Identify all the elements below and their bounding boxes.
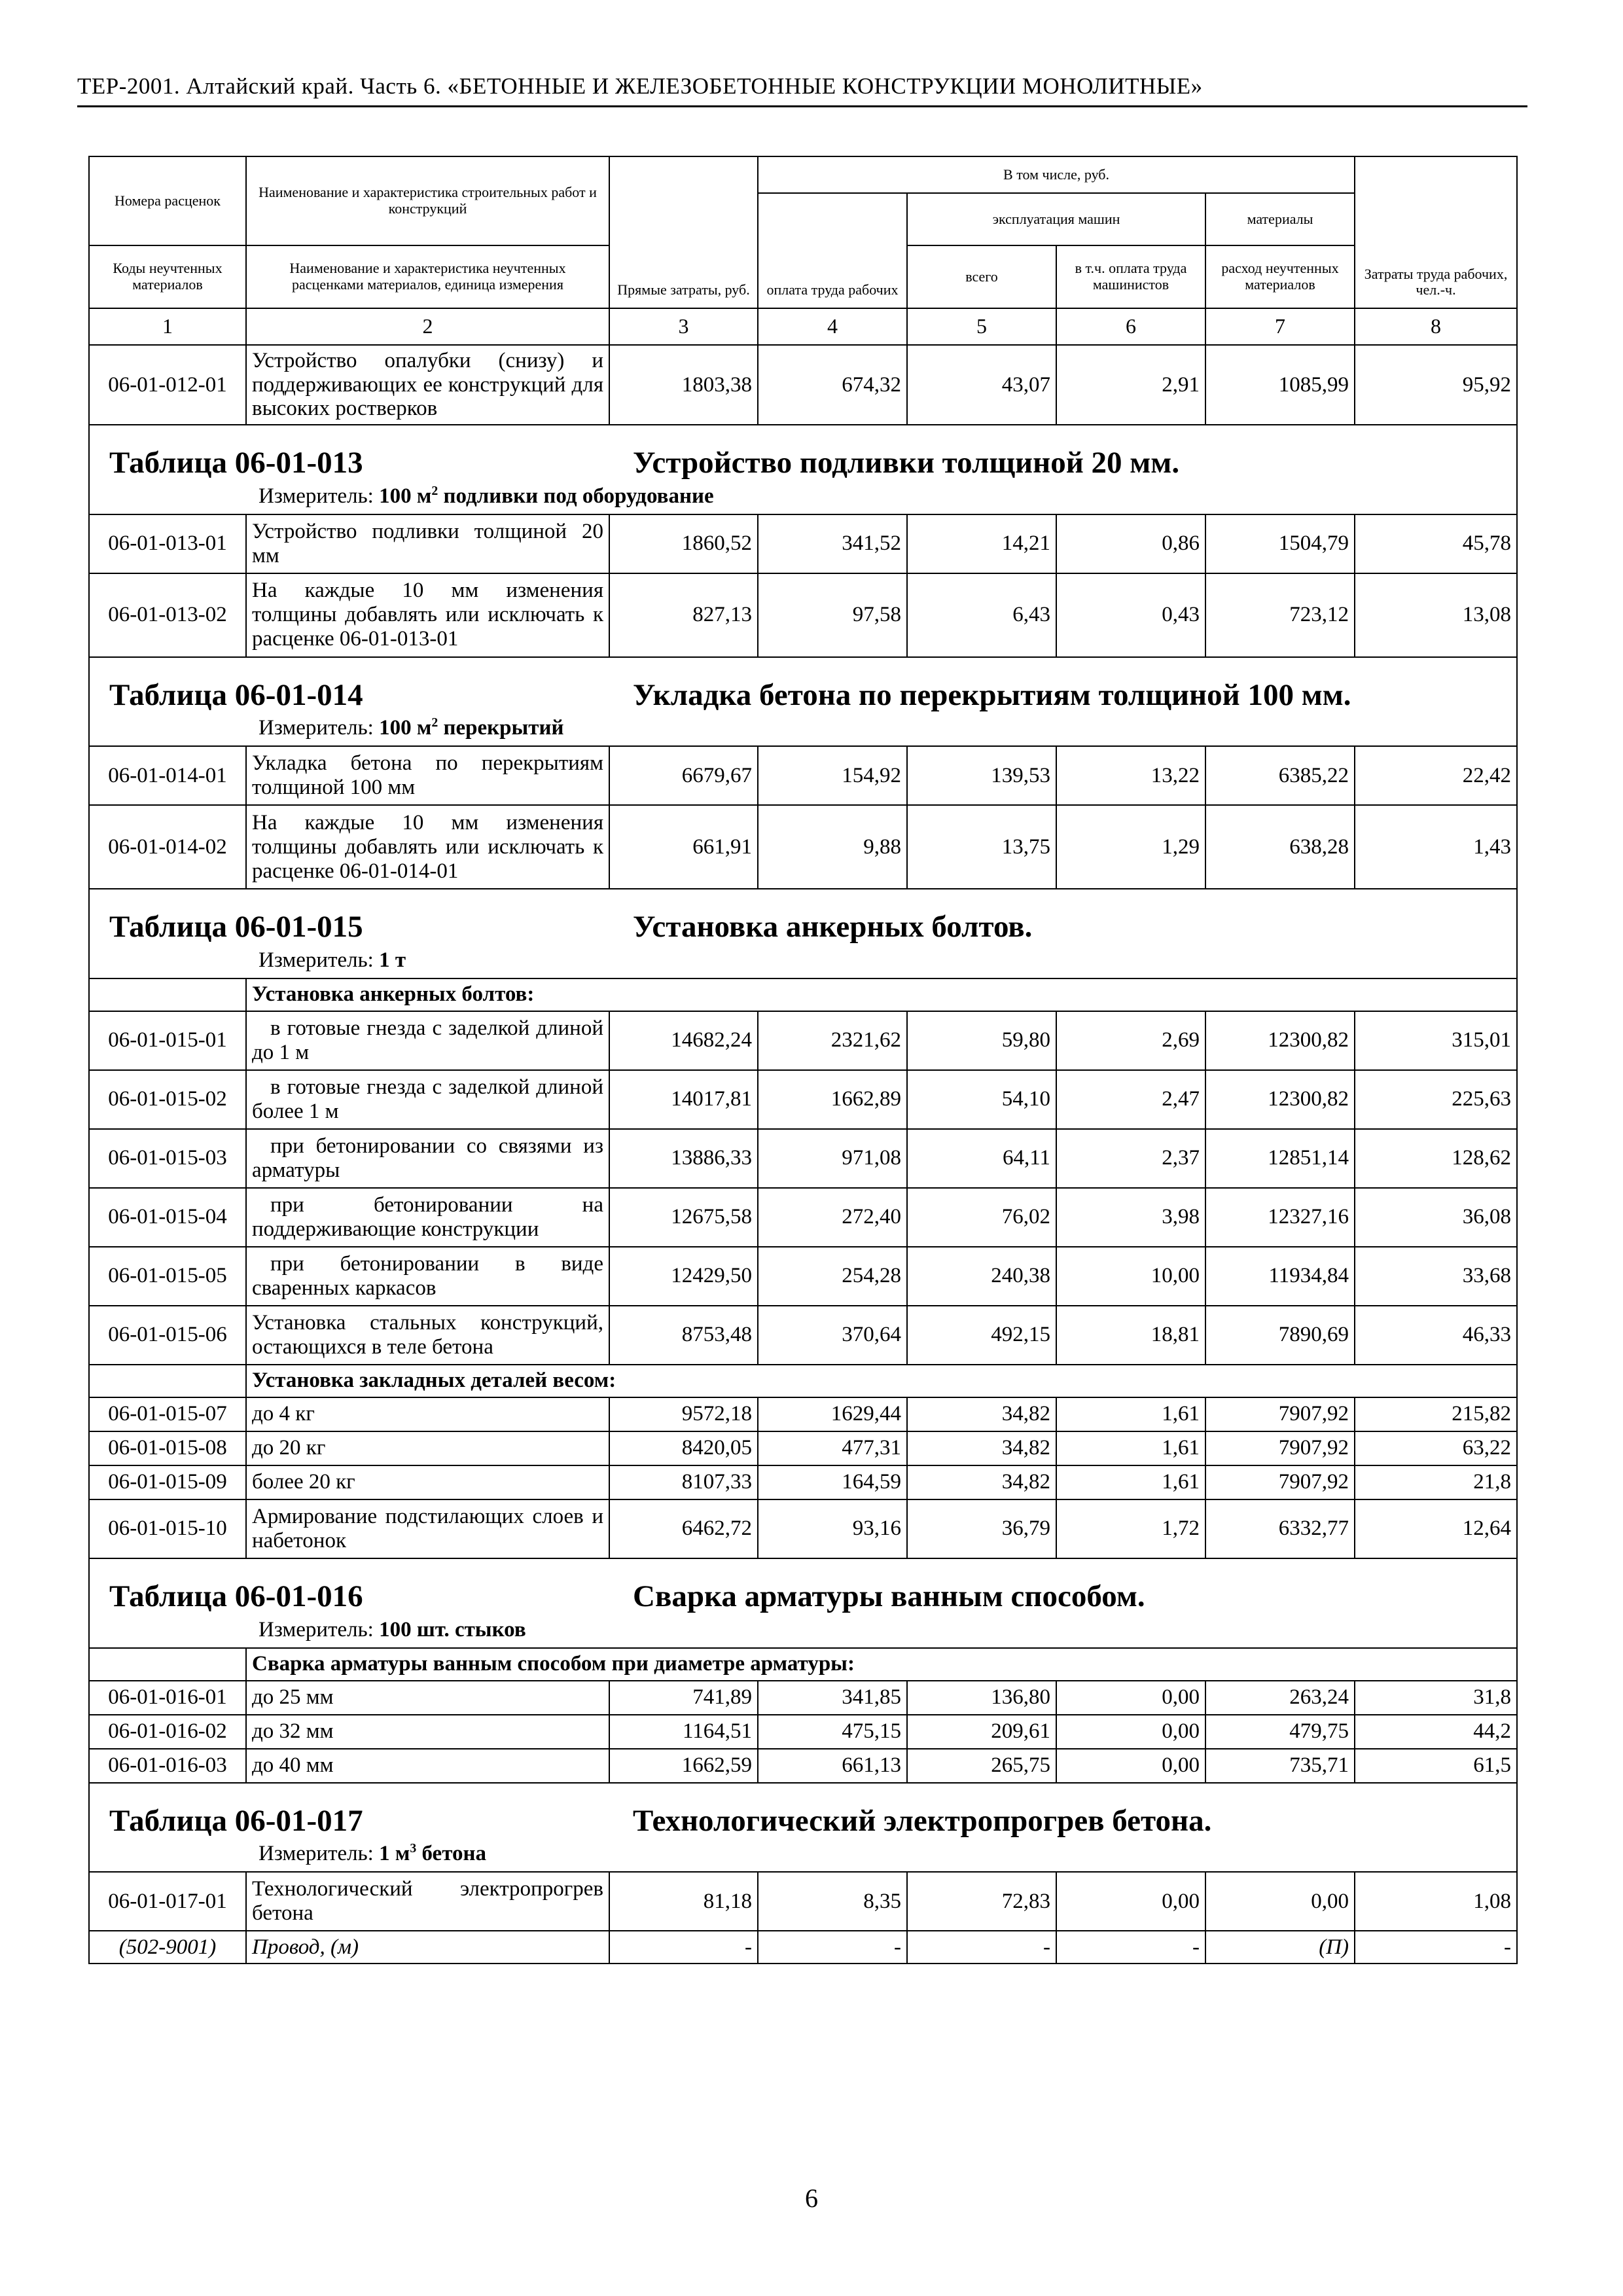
machines-total: 76,02 — [907, 1188, 1056, 1247]
table-number: Таблица 06-01-015 — [109, 910, 363, 944]
row-name: при бетонировании со связями из арматуры — [246, 1129, 609, 1188]
machinists-pay: 13,22 — [1056, 746, 1205, 805]
materials-cost: 12300,82 — [1205, 1011, 1355, 1070]
materials-cost: 11934,84 — [1205, 1247, 1355, 1306]
head-unaccounted: расход неучтенных материалов — [1205, 245, 1355, 308]
row-name: На каждые 10 мм изменения толщины добавлять или исключать к расценке 06-01-014-01 — [246, 805, 609, 889]
direct-cost: 1803,38 — [609, 345, 758, 425]
direct-cost: - — [609, 1931, 758, 1964]
direct-cost: 1662,59 — [609, 1749, 758, 1783]
table-row — [89, 1306, 1517, 1365]
measure-label: Измеритель: — [259, 1617, 374, 1641]
machinists-pay: 1,72 — [1056, 1499, 1205, 1558]
section-header-cell — [89, 425, 1517, 514]
row-code: 06-01-015-06 — [89, 1306, 246, 1365]
row-code: 06-01-015-04 — [89, 1188, 246, 1247]
row-name: Установка стальных конструкций, остающихся в теле бетона — [246, 1306, 609, 1365]
row-name: Технологический электропрогрев бетона — [246, 1872, 609, 1931]
machinists-pay: 1,61 — [1056, 1465, 1205, 1499]
row-code: 06-01-015-01 — [89, 1011, 246, 1070]
materials-cost: 263,24 — [1205, 1681, 1355, 1715]
table-row — [89, 1499, 1517, 1558]
workers-pay: 477,31 — [758, 1431, 907, 1465]
workers-pay: 254,28 — [758, 1247, 907, 1306]
machines-total: 64,11 — [907, 1129, 1056, 1188]
machines-total: - — [907, 1931, 1056, 1964]
materials-cost: 1085,99 — [1205, 345, 1355, 425]
machines-total: 136,80 — [907, 1681, 1056, 1715]
table-row — [89, 1129, 1517, 1188]
workers-pay: 674,32 — [758, 345, 907, 425]
labor-hours: 61,5 — [1355, 1749, 1517, 1783]
machinists-pay: 18,81 — [1056, 1306, 1205, 1365]
row-code: 06-01-015-05 — [89, 1247, 246, 1306]
workers-pay: 8,35 — [758, 1872, 907, 1931]
direct-cost: 1164,51 — [609, 1715, 758, 1749]
subheading: Сварка арматуры ванным способом при диаметре арматуры: — [246, 1648, 1517, 1681]
table-row — [89, 573, 1517, 657]
table-number: Таблица 06-01-016 — [109, 1579, 363, 1613]
table-row — [89, 514, 1517, 573]
machines-total: 240,38 — [907, 1247, 1056, 1306]
row-code: 06-01-016-01 — [89, 1681, 246, 1715]
section-title — [95, 891, 1511, 944]
labor-hours: 128,62 — [1355, 1129, 1517, 1188]
labor-hours: 31,8 — [1355, 1681, 1517, 1715]
machines-total: 36,79 — [907, 1499, 1056, 1558]
empty-cell — [89, 1365, 246, 1397]
section-title — [95, 427, 1511, 480]
row-name: до 20 кг — [246, 1431, 609, 1465]
machinists-pay: 1,61 — [1056, 1397, 1205, 1431]
head-row-1 — [89, 156, 1517, 193]
machinists-pay: 2,37 — [1056, 1129, 1205, 1188]
direct-cost: 8107,33 — [609, 1465, 758, 1499]
col-number: 6 — [1056, 308, 1205, 345]
table-row — [89, 1681, 1517, 1715]
head-workers-pay: оплата труда рабочих — [758, 193, 907, 308]
direct-cost: 1860,52 — [609, 514, 758, 573]
materials-cost: 638,28 — [1205, 805, 1355, 889]
labor-hours: 45,78 — [1355, 514, 1517, 573]
section-header-cell — [89, 1558, 1517, 1648]
workers-pay: 971,08 — [758, 1129, 907, 1188]
col-number: 8 — [1355, 308, 1517, 345]
workers-pay: 1629,44 — [758, 1397, 907, 1431]
workers-pay: 97,58 — [758, 573, 907, 657]
measure-line — [95, 944, 1511, 977]
labor-hours: 12,64 — [1355, 1499, 1517, 1558]
subheading: Установка анкерных болтов: — [246, 978, 1517, 1011]
measure-line — [95, 712, 1511, 744]
row-code: 06-01-014-02 — [89, 805, 246, 889]
row-code: 06-01-014-01 — [89, 746, 246, 805]
section-header-cell — [89, 889, 1517, 978]
materials-cost: 7890,69 — [1205, 1306, 1355, 1365]
materials-cost: 6385,22 — [1205, 746, 1355, 805]
workers-pay: 164,59 — [758, 1465, 907, 1499]
running-header: ТЕР-2001. Алтайский край. Часть 6. «БЕТОННЫЕ И ЖЕЛЕЗОБЕТОННЫЕ КОНСТРУКЦИИ МОНОЛИТНЫЕ» — [77, 73, 1203, 99]
workers-pay: 341,85 — [758, 1681, 907, 1715]
machinists-pay: 10,00 — [1056, 1247, 1205, 1306]
table-number: Таблица 06-01-014 — [109, 677, 363, 712]
machines-total: 6,43 — [907, 573, 1056, 657]
table-number: Таблица 06-01-013 — [109, 446, 363, 480]
machines-total: 72,83 — [907, 1872, 1056, 1931]
labor-hours: 22,42 — [1355, 746, 1517, 805]
materials-cost: 7907,92 — [1205, 1465, 1355, 1499]
labor-hours: 33,68 — [1355, 1247, 1517, 1306]
table-row — [89, 1431, 1517, 1465]
workers-pay: 661,13 — [758, 1749, 907, 1783]
table-row — [89, 1070, 1517, 1129]
materials-cost: 12327,16 — [1205, 1188, 1355, 1247]
head-col1-bottom: Коды неучтенных материалов — [89, 245, 246, 308]
measure-line — [95, 1614, 1511, 1646]
materials-cost: 735,71 — [1205, 1749, 1355, 1783]
labor-hours: 36,08 — [1355, 1188, 1517, 1247]
labor-hours: 1,43 — [1355, 805, 1517, 889]
head-col2-bottom: Наименование и характеристика неучтенных расценками материалов, единица измерения — [246, 245, 609, 308]
row-code: 06-01-012-01 — [89, 345, 246, 425]
labor-hours: 1,08 — [1355, 1872, 1517, 1931]
direct-cost: 12675,58 — [609, 1188, 758, 1247]
measure-line — [95, 1838, 1511, 1870]
machines-total: 265,75 — [907, 1749, 1056, 1783]
measure-line — [95, 480, 1511, 512]
machinists-pay: 1,61 — [1056, 1431, 1205, 1465]
col-number: 4 — [758, 308, 907, 345]
workers-pay: 475,15 — [758, 1715, 907, 1749]
direct-cost: 6679,67 — [609, 746, 758, 805]
subheading-row — [89, 978, 1517, 1011]
row-code: 06-01-017-01 — [89, 1872, 246, 1931]
table-row — [89, 1749, 1517, 1783]
col-number: 1 — [89, 308, 246, 345]
row-code: 06-01-015-08 — [89, 1431, 246, 1465]
machinists-pay: 0,00 — [1056, 1872, 1205, 1931]
workers-pay: 341,52 — [758, 514, 907, 573]
price-table — [88, 156, 1518, 1964]
workers-pay: 370,64 — [758, 1306, 907, 1365]
head-col1-top: Номера расценок — [89, 156, 246, 245]
table-title: Укладка бетона по перекрытиям толщиной 100 мм. — [633, 677, 1351, 712]
row-code: 06-01-015-02 — [89, 1070, 246, 1129]
row-name: в готовые гнезда с заделкой длиной до 1 м — [246, 1011, 609, 1070]
row-name: более 20 кг — [246, 1465, 609, 1499]
row-code: 06-01-015-10 — [89, 1499, 246, 1558]
row-name: до 4 кг — [246, 1397, 609, 1431]
row-name: до 32 мм — [246, 1715, 609, 1749]
machines-total: 34,82 — [907, 1465, 1056, 1499]
row-code: 06-01-013-01 — [89, 514, 246, 573]
measure-label: Измеритель: — [259, 1842, 374, 1866]
row-code: 06-01-016-03 — [89, 1749, 246, 1783]
col-number: 7 — [1205, 308, 1355, 345]
table-title: Сварка арматуры ванным способом. — [633, 1579, 1145, 1613]
row-code: 06-01-015-07 — [89, 1397, 246, 1431]
labor-hours: - — [1355, 1931, 1517, 1964]
measure-unit: 100 $м^2$ подливки под оборудование — [379, 483, 714, 508]
subheading: Установка закладных деталей весом: — [246, 1365, 1517, 1397]
col-number: 3 — [609, 308, 758, 345]
section-title — [95, 1785, 1511, 1839]
direct-cost: 13886,33 — [609, 1129, 758, 1188]
workers-pay: 2321,62 — [758, 1011, 907, 1070]
table-row — [89, 805, 1517, 889]
row-code: 06-01-015-09 — [89, 1465, 246, 1499]
col-number: 5 — [907, 308, 1056, 345]
head-including: В том числе, руб. — [758, 156, 1355, 193]
labor-hours: 95,92 — [1355, 345, 1517, 425]
materials-cost: 12300,82 — [1205, 1070, 1355, 1129]
machinists-pay: 2,91 — [1056, 345, 1205, 425]
machines-total: 14,21 — [907, 514, 1056, 573]
head-materials: материалы — [1205, 193, 1355, 245]
machinists-pay: 0,43 — [1056, 573, 1205, 657]
labor-hours: 44,2 — [1355, 1715, 1517, 1749]
workers-pay: 272,40 — [758, 1188, 907, 1247]
head-machinists-pay: в т.ч. оплата труда машинистов — [1056, 245, 1205, 308]
machines-total: 54,10 — [907, 1070, 1056, 1129]
table-section-header — [89, 425, 1517, 514]
materials-cost: 7907,92 — [1205, 1397, 1355, 1431]
table-section-header — [89, 657, 1517, 747]
materials-cost: 723,12 — [1205, 573, 1355, 657]
measure-unit: 1 т — [379, 948, 406, 972]
row-code: 06-01-013-02 — [89, 573, 246, 657]
labor-hours: 315,01 — [1355, 1011, 1517, 1070]
table-row — [89, 1465, 1517, 1499]
labor-hours: 13,08 — [1355, 573, 1517, 657]
machines-total: 34,82 — [907, 1431, 1056, 1465]
table-section-header — [89, 889, 1517, 978]
machinists-pay: 2,47 — [1056, 1070, 1205, 1129]
direct-cost: 827,13 — [609, 573, 758, 657]
materials-cost: 0,00 — [1205, 1872, 1355, 1931]
materials-cost: 6332,77 — [1205, 1499, 1355, 1558]
empty-cell — [89, 1648, 246, 1681]
head-direct-costs: Прямые затраты, руб. — [609, 156, 758, 308]
head-total: всего — [907, 245, 1056, 308]
column-numbers-row — [89, 308, 1517, 345]
head-col2-top: Наименование и характеристика строительных работ и конструкций — [246, 156, 609, 245]
page-number: 6 — [805, 2183, 818, 2213]
row-name: Устройство опалубки (снизу) и поддерживающих ее конструкций для высоких ростверков — [246, 345, 609, 425]
row-name: Устройство подливки толщиной 20 мм — [246, 514, 609, 573]
machines-total: 59,80 — [907, 1011, 1056, 1070]
material-code: (502-9001) — [89, 1931, 246, 1964]
row-name: Армирование подстилающих слоев и набетонок — [246, 1499, 609, 1558]
machines-total: 209,61 — [907, 1715, 1056, 1749]
workers-pay: 93,16 — [758, 1499, 907, 1558]
materials-cost: 479,75 — [1205, 1715, 1355, 1749]
machinists-pay: - — [1056, 1931, 1205, 1964]
table-row — [89, 1397, 1517, 1431]
direct-cost: 8420,05 — [609, 1431, 758, 1465]
table-row — [89, 746, 1517, 805]
row-name: в готовые гнезда с заделкой длиной более 1 м — [246, 1070, 609, 1129]
table-row — [89, 1872, 1517, 1931]
machines-total: 492,15 — [907, 1306, 1056, 1365]
labor-hours: 225,63 — [1355, 1070, 1517, 1129]
section-title — [95, 659, 1511, 713]
material-name: Провод, (м) — [246, 1931, 609, 1964]
measure-label: Измеритель: — [259, 716, 374, 740]
workers-pay: 154,92 — [758, 746, 907, 805]
table-number: Таблица 06-01-017 — [109, 1803, 363, 1838]
measure-label: Измеритель: — [259, 484, 374, 508]
table-section-header — [89, 1783, 1517, 1873]
section-title — [95, 1560, 1511, 1614]
machines-total: 13,75 — [907, 805, 1056, 889]
direct-cost: 8753,48 — [609, 1306, 758, 1365]
direct-cost: 9572,18 — [609, 1397, 758, 1431]
section-header-cell — [89, 657, 1517, 747]
materials-cost: 12851,14 — [1205, 1129, 1355, 1188]
machines-total: 34,82 — [907, 1397, 1056, 1431]
subheading-row — [89, 1365, 1517, 1397]
materials-cost: 7907,92 — [1205, 1431, 1355, 1465]
direct-cost: 6462,72 — [609, 1499, 758, 1558]
labor-hours: 21,8 — [1355, 1465, 1517, 1499]
table-row — [89, 345, 1517, 425]
direct-cost: 12429,50 — [609, 1247, 758, 1306]
labor-hours: 63,22 — [1355, 1431, 1517, 1465]
header-rule — [77, 105, 1527, 107]
measure-unit: 1 $м^3$ бетона — [379, 1841, 486, 1866]
machinists-pay: 0,00 — [1056, 1715, 1205, 1749]
machines-total: 43,07 — [907, 345, 1056, 425]
empty-cell — [89, 978, 246, 1011]
row-name: до 40 мм — [246, 1749, 609, 1783]
machinists-pay: 0,00 — [1056, 1681, 1205, 1715]
section-header-cell — [89, 1783, 1517, 1873]
labor-hours: 46,33 — [1355, 1306, 1517, 1365]
workers-pay: 1662,89 — [758, 1070, 907, 1129]
row-code: 06-01-015-03 — [89, 1129, 246, 1188]
direct-cost: 14682,24 — [609, 1011, 758, 1070]
table-title: Установка анкерных болтов. — [633, 910, 1033, 944]
row-name: при бетонировании в виде сваренных каркасов — [246, 1247, 609, 1306]
head-machines: эксплуатация машин — [907, 193, 1205, 245]
machinists-pay: 3,98 — [1056, 1188, 1205, 1247]
workers-pay: - — [758, 1931, 907, 1964]
materials-cost: (П) — [1205, 1931, 1355, 1964]
table-title: Технологический электропрогрев бетона. — [633, 1803, 1212, 1838]
row-name: до 25 мм — [246, 1681, 609, 1715]
machines-total: 139,53 — [907, 746, 1056, 805]
measure-unit: 100 $м^2$ перекрытий — [379, 715, 564, 740]
table-row — [89, 1247, 1517, 1306]
direct-cost: 81,18 — [609, 1872, 758, 1931]
row-name: при бетонировании на поддерживающие конструкции — [246, 1188, 609, 1247]
head-labor-costs: Затраты труда рабочих, чел.-ч. — [1355, 156, 1517, 308]
machinists-pay: 2,69 — [1056, 1011, 1205, 1070]
measure-label: Измеритель: — [259, 948, 374, 972]
direct-cost: 741,89 — [609, 1681, 758, 1715]
direct-cost: 14017,81 — [609, 1070, 758, 1129]
labor-hours: 215,82 — [1355, 1397, 1517, 1431]
workers-pay: 9,88 — [758, 805, 907, 889]
material-row — [89, 1931, 1517, 1964]
machinists-pay: 0,86 — [1056, 514, 1205, 573]
col-number: 2 — [246, 308, 609, 345]
table-section-header — [89, 1558, 1517, 1648]
direct-cost: 661,91 — [609, 805, 758, 889]
table-title: Устройство подливки толщиной 20 мм. — [633, 446, 1180, 480]
machinists-pay: 0,00 — [1056, 1749, 1205, 1783]
table-row — [89, 1011, 1517, 1070]
row-name: Укладка бетона по перекрытиям толщиной 100 мм — [246, 746, 609, 805]
materials-cost: 1504,79 — [1205, 514, 1355, 573]
measure-unit: 100 шт. стыков — [379, 1617, 526, 1641]
table-row — [89, 1188, 1517, 1247]
machinists-pay: 1,29 — [1056, 805, 1205, 889]
row-name: На каждые 10 мм изменения толщины добавлять или исключать к расценке 06-01-013-01 — [246, 573, 609, 657]
row-code: 06-01-016-02 — [89, 1715, 246, 1749]
table-row — [89, 1715, 1517, 1749]
subheading-row — [89, 1648, 1517, 1681]
